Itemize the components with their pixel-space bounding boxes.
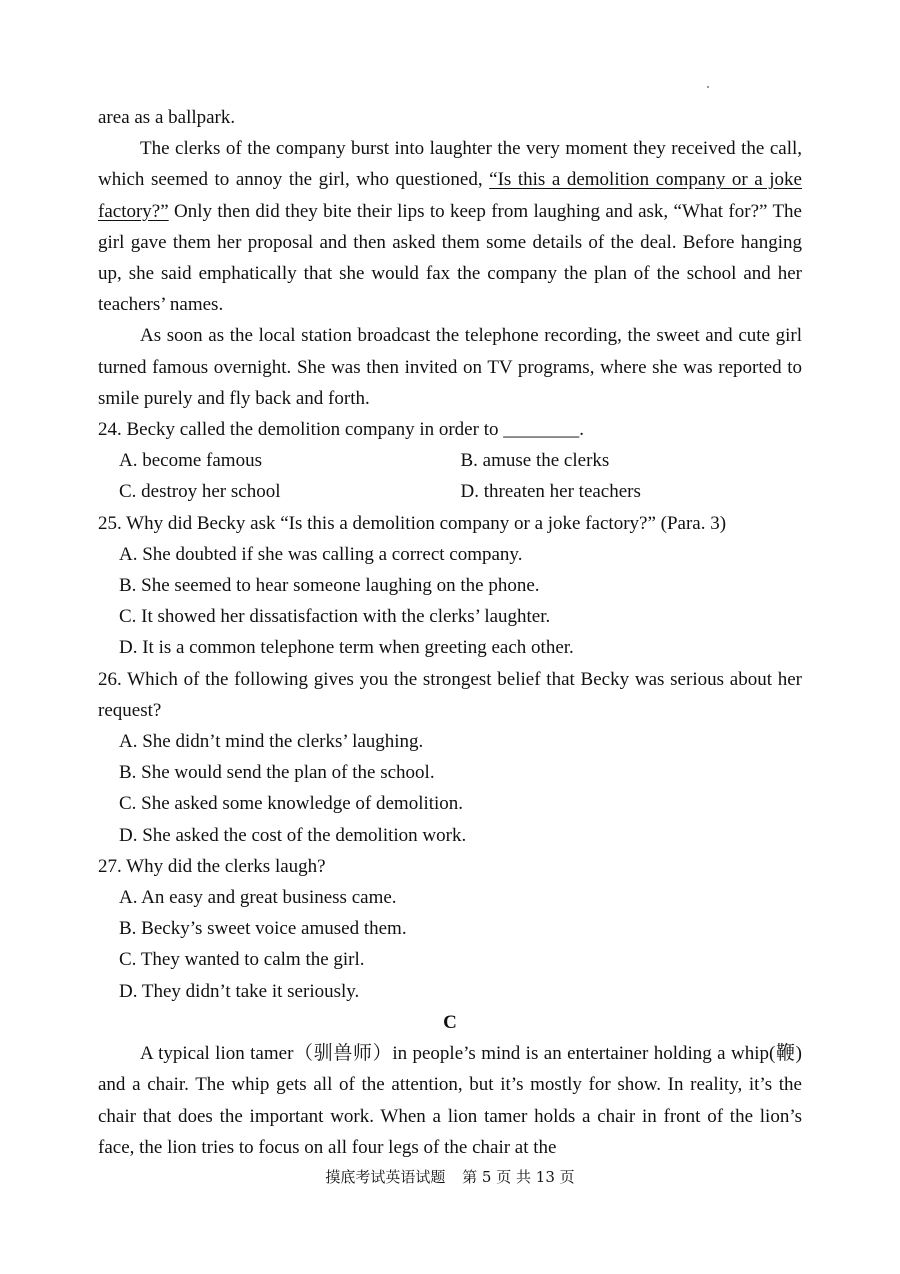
question-24-option-c: C. destroy her school bbox=[119, 481, 281, 503]
section-c-paragraph-1: A typical lion tamer（驯兽师）in people’s mind is an entertainer holding a whip(鞭) and a chair. The whip gets all of the attention, but it’s mostly for show. In reality, it’s the chair that does the important work. When a lion tamer holds a chair in front of the lion’s face, the lion tries to focus on all four legs of the chair at the bbox=[98, 1043, 802, 1158]
question-25-option-d: D. It is a common telephone term when greeting each other. bbox=[119, 637, 574, 659]
question-27-option-d: D. They didn’t take it seriously. bbox=[119, 980, 360, 1002]
question-24-options-row-2 bbox=[98, 476, 802, 507]
passage-paragraph-4: As soon as the local station broadcast the telephone recording, the sweet and cute girl turned famous overnight. She was then invited on TV programs, where she was reported to smile purely and fly back and forth. bbox=[98, 325, 802, 409]
question-26-options bbox=[98, 726, 802, 851]
question-25-options bbox=[98, 539, 802, 664]
question-25-option-c: C. It showed her dissatisfaction with the clerks’ laughter. bbox=[119, 606, 551, 628]
question-24-option-d: D. threaten her teachers bbox=[460, 481, 641, 503]
paragraph-3-text-before: The clerks of the company burst into laughter the very moment they received the call, which seemed to annoy the girl, who questioned, bbox=[98, 138, 802, 191]
question-25-option-b: B. She seemed to hear someone laughing on the phone. bbox=[119, 575, 540, 597]
question-25-option-a: A. She doubted if she was calling a correct company. bbox=[119, 543, 523, 565]
question-26-option-c: C. She asked some knowledge of demolition. bbox=[119, 793, 464, 815]
passage-continuation: area as a ballpark. bbox=[98, 107, 236, 128]
question-24-option-b: B. amuse the clerks bbox=[460, 450, 610, 472]
question-26-stem: 26. Which of the following gives you the strongest belief that Becky was serious about her request? bbox=[98, 668, 802, 721]
question-26-option-a: A. She didn’t mind the clerks’ laughing. bbox=[119, 731, 424, 753]
question-27-option-b: B. Becky’s sweet voice amused them. bbox=[119, 918, 407, 940]
scan-speck bbox=[707, 86, 709, 88]
paragraph-3-text-after: Only then did they bite their lips to keep from laughing and ask, “What for?” The girl gave them her proposal and then asked them some details of the deal. Before hanging up, she said emphatically that she would fax the company the plan of the school and her teachers’ names. bbox=[98, 200, 802, 316]
page-footer bbox=[0, 1166, 900, 1187]
question-26-option-b: B. She would send the plan of the school. bbox=[119, 762, 435, 784]
question-27-stem: 27. Why did the clerks laugh? bbox=[98, 855, 326, 877]
question-24-stem: 24. Becky called the demolition company in order to ________. bbox=[98, 419, 584, 441]
question-27-option-c: C. They wanted to calm the girl. bbox=[119, 949, 365, 971]
question-25-stem: 25. Why did Becky ask “Is this a demolition company or a joke factory?” (Para. 3) bbox=[98, 512, 727, 534]
question-24-option-a: A. become famous bbox=[119, 450, 262, 472]
footer-exam-title: 摸底考试英语试题 bbox=[325, 1168, 446, 1186]
question-24-options-row-1 bbox=[98, 445, 802, 476]
footer-page-info: 第 5 页 共 13 页 bbox=[462, 1168, 575, 1186]
underlined-quote: “Is this a demolition company or a joke factory?” bbox=[98, 169, 802, 222]
section-c-heading: C bbox=[443, 1011, 457, 1033]
question-27-option-a: A. An easy and great business came. bbox=[119, 887, 397, 909]
passage-paragraph-3 bbox=[98, 133, 802, 320]
exam-page bbox=[98, 102, 802, 1163]
question-26-option-d: D. She asked the cost of the demolition work. bbox=[119, 824, 467, 846]
question-27-options bbox=[98, 882, 802, 1007]
